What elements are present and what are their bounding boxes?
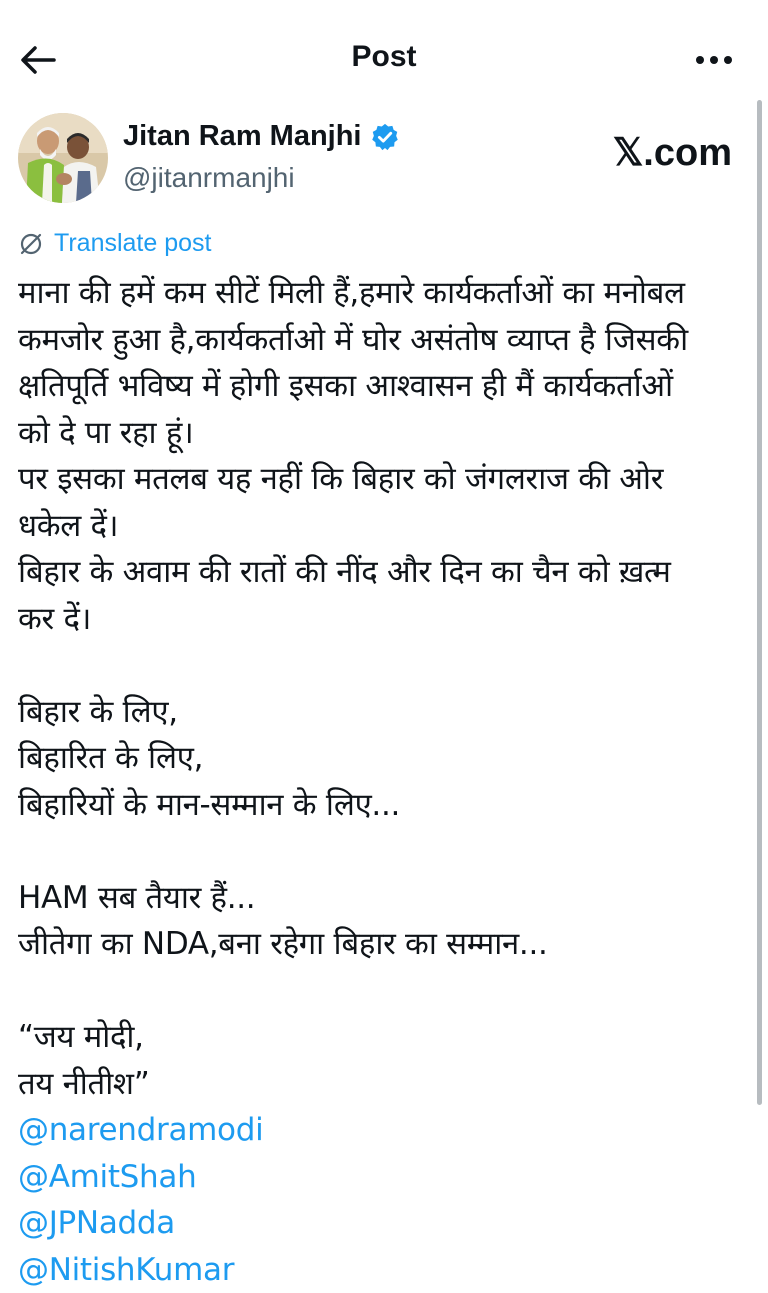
avatar-photo	[18, 113, 108, 203]
mention-link[interactable]: @narendramodi	[18, 1107, 748, 1154]
mention-link[interactable]: @AmitShah	[18, 1154, 748, 1201]
post-line: बिहारियों के मान-सम्मान के लिए...	[18, 782, 748, 829]
post-line: माना की हमें कम सीटें मिली हैं,हमारे कार्यकर्ताओं का मनोबल	[18, 270, 748, 317]
post-line: क्षतिपूर्ति भविष्य में होगी इसका आश्वासन ही मैं कार्यकर्ताओं	[18, 363, 748, 410]
translate-post-link[interactable]	[18, 229, 211, 258]
author-avatar[interactable]	[18, 113, 108, 203]
post-line: पर इसका मतलब यह नहीं कि बिहार को जंगलराज की ओर	[18, 456, 748, 503]
post-line: कर दें।	[18, 596, 748, 643]
author-name-text: Jitan Ram Manjhi	[123, 120, 362, 153]
post-line: जीतेगा का NDA,बना रहेगा बिहार का सम्मान...	[18, 921, 748, 968]
translate-post-label: Translate post	[54, 229, 211, 258]
post-line: बिहार के लिए,	[18, 689, 748, 736]
verified-badge-icon	[370, 122, 400, 152]
post-line: बिहारित के लिए,	[18, 735, 748, 782]
mention-link[interactable]: @JPNadda	[18, 1200, 748, 1247]
more-options-button[interactable]	[692, 40, 736, 80]
post-line: को दे पा रहा हूं।	[18, 410, 748, 457]
author-name[interactable]	[123, 120, 400, 153]
post-blank-line	[18, 968, 748, 1015]
post-line: “जय मोदी,	[18, 1014, 748, 1061]
post-line: तय नीतीश”	[18, 1061, 748, 1108]
author-handle[interactable]: @jitanrmanjhi	[123, 162, 295, 194]
translate-icon	[18, 231, 44, 257]
post-line: कमजोर हुआ है,कार्यकर्ताओ में घोर असंतोष व्याप्त है जिसकी	[18, 317, 748, 364]
scrollbar[interactable]	[757, 100, 762, 1105]
post-text	[18, 270, 748, 1293]
post-line: बिहार के अवाम की रातों की नींद और दिन का चैन को ख़त्म	[18, 549, 748, 596]
mention-link[interactable]: @NitishKumar	[18, 1247, 748, 1293]
post-line: HAM सब तैयार हैं...	[18, 875, 748, 922]
more-horizontal-icon	[695, 55, 733, 65]
post-blank-line	[18, 642, 748, 689]
post-blank-line	[18, 828, 748, 875]
post-line: धकेल दें।	[18, 503, 748, 550]
top-app-bar	[0, 0, 768, 110]
page-title: Post	[0, 40, 768, 74]
x-com-watermark: 𝕏.com	[613, 130, 732, 175]
